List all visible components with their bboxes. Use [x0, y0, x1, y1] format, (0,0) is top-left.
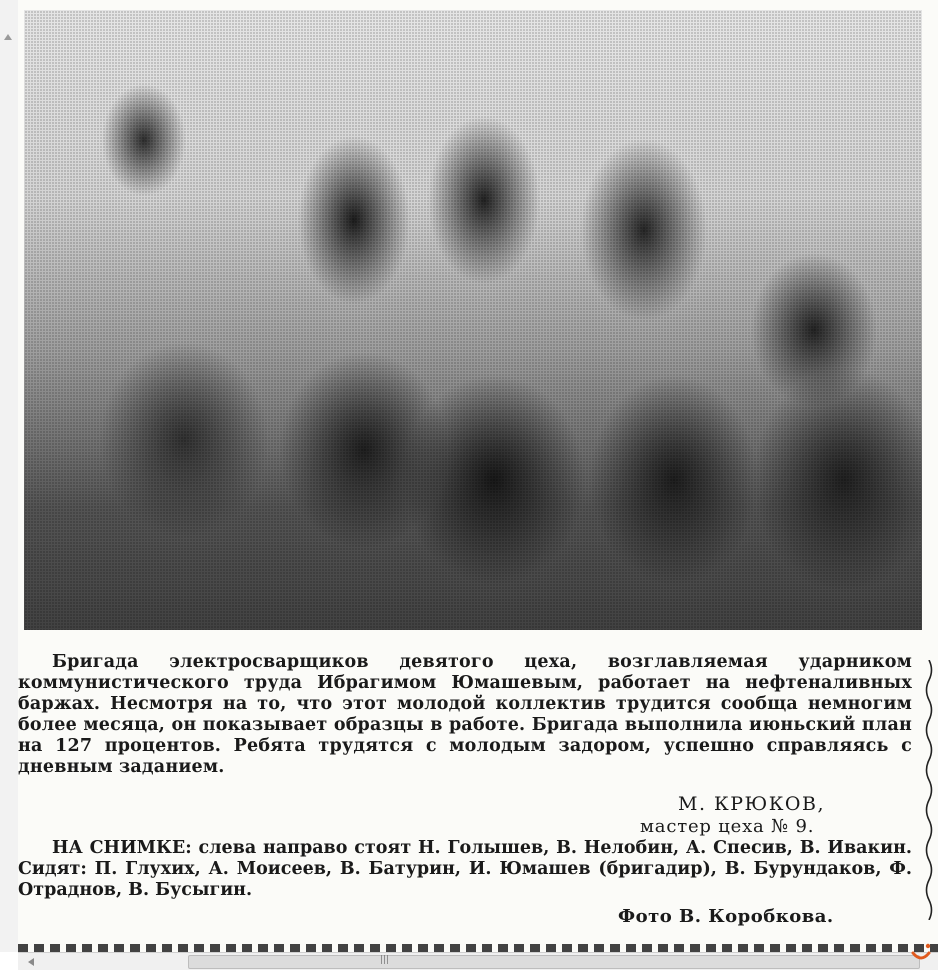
photo-description-text: НА СНИМКЕ: слева направо стоят Н. Голышев, В. Нелобин, А. Спесив, В. Ивакин. Сидят: П. Глухих, А. Моисеев, В. Батурин, И. Юмашев (бригадир), В. Бурундаков, Ф. Отраднов, В. Бусыгин. — [18, 838, 912, 900]
author-name: М. КРЮКОВ, — [678, 793, 825, 815]
newspaper-page — [18, 0, 938, 952]
photo-credit: Фото В. Коробкова. — [618, 906, 834, 927]
scroll-grip-icon: ||| — [380, 955, 390, 965]
brigade-photo — [24, 10, 922, 630]
page-separator-dashes — [18, 944, 938, 952]
arrow-up-icon[interactable] — [4, 34, 12, 40]
scroll-thumb[interactable] — [188, 955, 920, 969]
horizontal-scrollbar[interactable] — [18, 952, 938, 970]
article-caption — [18, 652, 918, 778]
reader-logo-icon[interactable] — [908, 939, 934, 965]
arrow-left-icon[interactable] — [28, 958, 34, 966]
vertical-scrollbar[interactable] — [0, 0, 19, 952]
author-role: мастер цеха № 9. — [640, 816, 815, 837]
photo-description — [18, 838, 912, 901]
caption-paragraph: Бригада электросварщиков девятого цеха, возглавляемая ударником коммунистического труда Ибрагимом Юмашевым, работает на нефтеналивных баржах. Несмотря на то, что этот молодой коллектив трудится сообща немногим более месяца, он показывает образцы в работе. Бригада выполнила июньский план на 127 процентов. Ребята трудятся с молодым задором, успешно справляясь с дневным заданием. — [18, 652, 912, 777]
column-border-wave — [922, 660, 936, 920]
